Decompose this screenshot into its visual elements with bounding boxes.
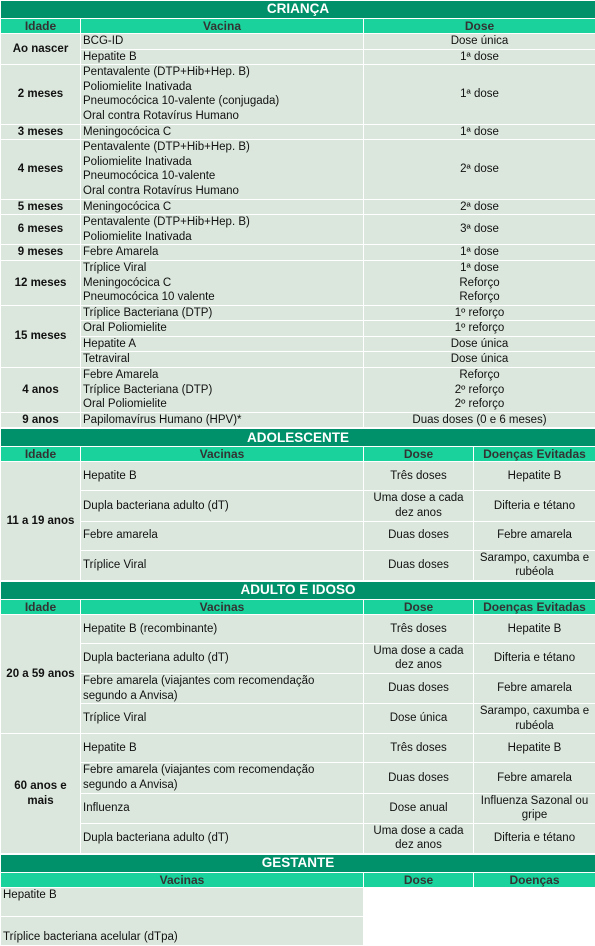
- dose-value: 1º reforço: [366, 306, 593, 321]
- table-row: [1, 793, 595, 823]
- table-row: [1, 674, 595, 704]
- dose-cell: [364, 321, 595, 337]
- empty-cell: [364, 887, 474, 916]
- doencas-cell: Febre amarela: [474, 763, 595, 793]
- vacina-cell: [81, 305, 364, 321]
- age-cell: 20 a 59 anos: [1, 614, 81, 734]
- table-row: [1, 352, 595, 368]
- vacina-name: Tetraviral: [83, 352, 361, 367]
- gestante-col-header: Dose: [364, 872, 474, 887]
- dose-value: 3ª dose: [366, 222, 593, 237]
- vacina-name: Febre Amarela: [83, 245, 361, 260]
- vacina-cell: [81, 49, 364, 65]
- dose-cell: Três doses: [364, 614, 474, 643]
- doencas-cell: Febre amarela: [474, 521, 595, 550]
- vacina-cell: [81, 260, 364, 305]
- table-row: [1, 49, 595, 65]
- vacina-cell: [81, 124, 364, 140]
- dose-cell: [364, 199, 595, 215]
- vacina-name: Pentavalente (DTP+Hib+Hep. B): [83, 140, 361, 155]
- dose-cell: Duas doses: [364, 674, 474, 704]
- vacina-cell: [81, 65, 364, 124]
- crianca-title: CRIANÇA: [1, 1, 595, 19]
- dose-value: Dose única: [366, 34, 593, 49]
- table-row: [1, 734, 595, 763]
- dose-cell: [364, 124, 595, 140]
- age-cell: 4 meses: [1, 140, 81, 199]
- vacina-cell: Hepatite B: [1, 887, 364, 916]
- dose-value: Duas doses (0 e 6 meses): [366, 413, 593, 428]
- vacina-cell: [81, 352, 364, 368]
- doencas-cell: Difteria e tétano: [474, 823, 595, 853]
- vacina-name: Pneumocócica 10-valente: [83, 169, 361, 184]
- dose-cell: [364, 245, 595, 261]
- gestante-band-row: [1, 854, 595, 872]
- doencas-cell: Sarampo, caxumba e rubéola: [474, 704, 595, 734]
- dose-cell: [364, 336, 595, 352]
- vacina-cell: Influenza: [81, 793, 364, 823]
- table-row: [1, 305, 595, 321]
- dose-cell: Três doses: [364, 734, 474, 763]
- dose-cell: Uma dose a cada dez anos: [364, 491, 474, 521]
- table-row: [1, 336, 595, 352]
- table-row: [1, 412, 595, 428]
- gestante-col-header: Vacinas: [1, 872, 364, 887]
- table-row: [1, 823, 595, 853]
- dose-cell: Duas doses: [364, 550, 474, 580]
- dose-value: 1ª dose: [366, 261, 593, 276]
- doencas-cell: Hepatite B: [474, 734, 595, 763]
- table-row: [1, 887, 595, 916]
- table-row: [1, 321, 595, 337]
- age-cell: 3 meses: [1, 124, 81, 140]
- table-row: [1, 34, 595, 50]
- vacina-name: Poliomielite Inativada: [83, 230, 361, 245]
- adulto-col-header: Dose: [364, 599, 474, 614]
- adolescente-col-header: Idade: [1, 447, 81, 462]
- doencas-cell: Influenza Sazonal ou gripe: [474, 793, 595, 823]
- age-cell: 12 meses: [1, 260, 81, 305]
- vacina-cell: Tríplice Viral: [81, 704, 364, 734]
- adolescente-header-row: [1, 447, 595, 462]
- table-row: [1, 763, 595, 793]
- doencas-cell: Hepatite B: [474, 462, 595, 491]
- vacina-name: Pentavalente (DTP+Hib+Hep. B): [83, 215, 361, 230]
- age-cell: 60 anos e mais: [1, 734, 81, 854]
- age-cell: 11 a 19 anos: [1, 462, 81, 580]
- table-row: [1, 215, 595, 245]
- dose-value: 1º reforço: [366, 321, 593, 336]
- vacina-cell: Dupla bacteriana adulto (dT): [81, 823, 364, 853]
- adulto-header-row: [1, 599, 595, 614]
- dose-cell: [364, 140, 595, 199]
- vacina-name: Pneumocócica 10-valente (conjugada): [83, 94, 361, 109]
- dose-cell: Dose anual: [364, 793, 474, 823]
- vacina-cell: [81, 412, 364, 428]
- table-row: [1, 916, 595, 945]
- adolescente-col-header: Dose: [364, 447, 474, 462]
- adulto-title: ADULTO E IDOSO: [1, 581, 595, 599]
- dose-cell: Uma dose a cada dez anos: [364, 823, 474, 853]
- dose-value: Dose única: [366, 352, 593, 367]
- dose-cell: [364, 305, 595, 321]
- dose-value: 1ª dose: [366, 87, 593, 102]
- crianca-col-header: Dose: [364, 19, 595, 34]
- table-row: [1, 260, 595, 305]
- vacina-name: Tríplice Bacteriana (DTP): [83, 383, 361, 398]
- adulto-col-header: Doenças Evitadas: [474, 599, 595, 614]
- age-cell: 5 meses: [1, 199, 81, 215]
- vacina-cell: Febre amarela: [81, 521, 364, 550]
- dose-cell: [364, 352, 595, 368]
- vacina-name: Febre Amarela: [83, 368, 361, 383]
- dose-cell: [364, 65, 595, 124]
- crianca-table: [0, 0, 595, 428]
- table-row: [1, 199, 595, 215]
- dose-value: 1ª dose: [366, 50, 593, 65]
- age-cell: 6 meses: [1, 215, 81, 245]
- dose-cell: Uma dose a cada dez anos: [364, 643, 474, 673]
- crianca-col-header: Vacina: [81, 19, 364, 34]
- empty-cell: [364, 916, 474, 945]
- vacina-name: Tríplice Bacteriana (DTP): [83, 306, 361, 321]
- vacina-cell: [81, 368, 364, 413]
- vacina-name: Hepatite A: [83, 337, 361, 352]
- table-row: [1, 245, 595, 261]
- dose-value: 2º reforço: [366, 397, 593, 412]
- empty-cell: [474, 887, 595, 916]
- doencas-cell: Hepatite B: [474, 614, 595, 643]
- vacina-name: Poliomielite Inativada: [83, 80, 361, 95]
- dose-cell: Dose única: [364, 704, 474, 734]
- crianca-col-header: Idade: [1, 19, 81, 34]
- dose-value: 2º reforço: [366, 383, 593, 398]
- adolescente-title: ADOLESCENTE: [1, 429, 595, 447]
- vacina-cell: [81, 34, 364, 50]
- vacina-cell: [81, 336, 364, 352]
- table-row: [1, 140, 595, 199]
- dose-cell: Duas doses: [364, 521, 474, 550]
- gestante-col-header: Doenças: [474, 872, 595, 887]
- vacina-cell: [81, 245, 364, 261]
- dose-value: Reforço: [366, 368, 593, 383]
- age-cell: 9 meses: [1, 245, 81, 261]
- table-row: [1, 614, 595, 643]
- adulto-idoso-table: [0, 581, 595, 854]
- doencas-cell: Febre amarela: [474, 674, 595, 704]
- age-cell: 15 meses: [1, 305, 81, 367]
- vacina-cell: Dupla bacteriana adulto (dT): [81, 491, 364, 521]
- dose-cell: [364, 215, 595, 245]
- age-cell: 2 meses: [1, 65, 81, 124]
- vacina-cell: Hepatite B: [81, 462, 364, 491]
- dose-value: 1ª dose: [366, 125, 593, 140]
- dose-cell: Duas doses: [364, 763, 474, 793]
- vacina-name: Oral contra Rotavírus Humano: [83, 184, 361, 199]
- dose-value: 2ª dose: [366, 162, 593, 177]
- adolescente-table: [0, 428, 595, 580]
- table-row: [1, 550, 595, 580]
- dose-value: Reforço: [366, 290, 593, 305]
- vacina-cell: [81, 321, 364, 337]
- adulto-col-header: Idade: [1, 599, 81, 614]
- vacina-name: Meningocócica C: [83, 276, 361, 291]
- dose-value: 1ª dose: [366, 245, 593, 260]
- vacina-cell: [81, 199, 364, 215]
- vacina-cell: Tríplice Viral: [81, 550, 364, 580]
- table-row: [1, 704, 595, 734]
- table-row: [1, 521, 595, 550]
- table-row: [1, 124, 595, 140]
- table-row: [1, 368, 595, 413]
- vacina-name: BCG-ID: [83, 34, 361, 49]
- table-row: [1, 643, 595, 673]
- gestante-table: [0, 854, 595, 946]
- vacina-cell: Tríplice bacteriana acelular (dTpa): [1, 916, 364, 945]
- dose-cell: [364, 34, 595, 50]
- table-row: [1, 462, 595, 491]
- vacina-cell: Febre amarela (viajantes com recomendação segundo a Anvisa): [81, 674, 364, 704]
- adolescente-col-header: Vacinas: [81, 447, 364, 462]
- vacina-name: Pneumocócica 10 valente: [83, 290, 361, 305]
- vacina-name: Oral contra Rotavírus Humano: [83, 109, 361, 124]
- adulto-col-header: Vacinas: [81, 599, 364, 614]
- vacina-name: Poliomielite Inativada: [83, 155, 361, 170]
- vacina-name: Pentavalente (DTP+Hib+Hep. B): [83, 65, 361, 80]
- vacina-name: Papilomavírus Humano (HPV)*: [83, 413, 361, 428]
- age-cell: 9 anos: [1, 412, 81, 428]
- doencas-cell: Sarampo, caxumba e rubéola: [474, 550, 595, 580]
- age-cell: Ao nascer: [1, 34, 81, 65]
- dose-value: Reforço: [366, 276, 593, 291]
- vacina-cell: Hepatite B (recombinante): [81, 614, 364, 643]
- doencas-cell: Difteria e tétano: [474, 643, 595, 673]
- vacina-name: Meningocócica C: [83, 200, 361, 215]
- vacina-name: Meningocócica C: [83, 125, 361, 140]
- dose-cell: [364, 412, 595, 428]
- vacina-cell: [81, 215, 364, 245]
- gestante-title: GESTANTE: [1, 854, 595, 872]
- vacina-name: Hepatite B: [83, 50, 361, 65]
- age-cell: 4 anos: [1, 368, 81, 413]
- empty-cell: [474, 916, 595, 945]
- crianca-header-row: [1, 19, 595, 34]
- vacina-name: Oral Poliomielite: [83, 397, 361, 412]
- vacina-cell: Hepatite B: [81, 734, 364, 763]
- crianca-band-row: [1, 1, 595, 19]
- table-row: [1, 491, 595, 521]
- doencas-cell: Difteria e tétano: [474, 491, 595, 521]
- vacina-cell: [81, 140, 364, 199]
- adolescente-col-header: Doenças Evitadas: [474, 447, 595, 462]
- adulto-band-row: [1, 581, 595, 599]
- dose-cell: [364, 260, 595, 305]
- dose-value: Dose única: [366, 337, 593, 352]
- vacina-name: Tríplice Viral: [83, 261, 361, 276]
- vacina-cell: Febre amarela (viajantes com recomendação segundo a Anvisa): [81, 763, 364, 793]
- table-row: [1, 65, 595, 124]
- vacina-name: Oral Poliomielite: [83, 321, 361, 336]
- vacina-cell: Dupla bacteriana adulto (dT): [81, 643, 364, 673]
- dose-cell: [364, 49, 595, 65]
- dose-cell: [364, 368, 595, 413]
- adolescente-band-row: [1, 429, 595, 447]
- gestante-header-row: [1, 872, 595, 887]
- dose-cell: Três doses: [364, 462, 474, 491]
- dose-value: 2ª dose: [366, 200, 593, 215]
